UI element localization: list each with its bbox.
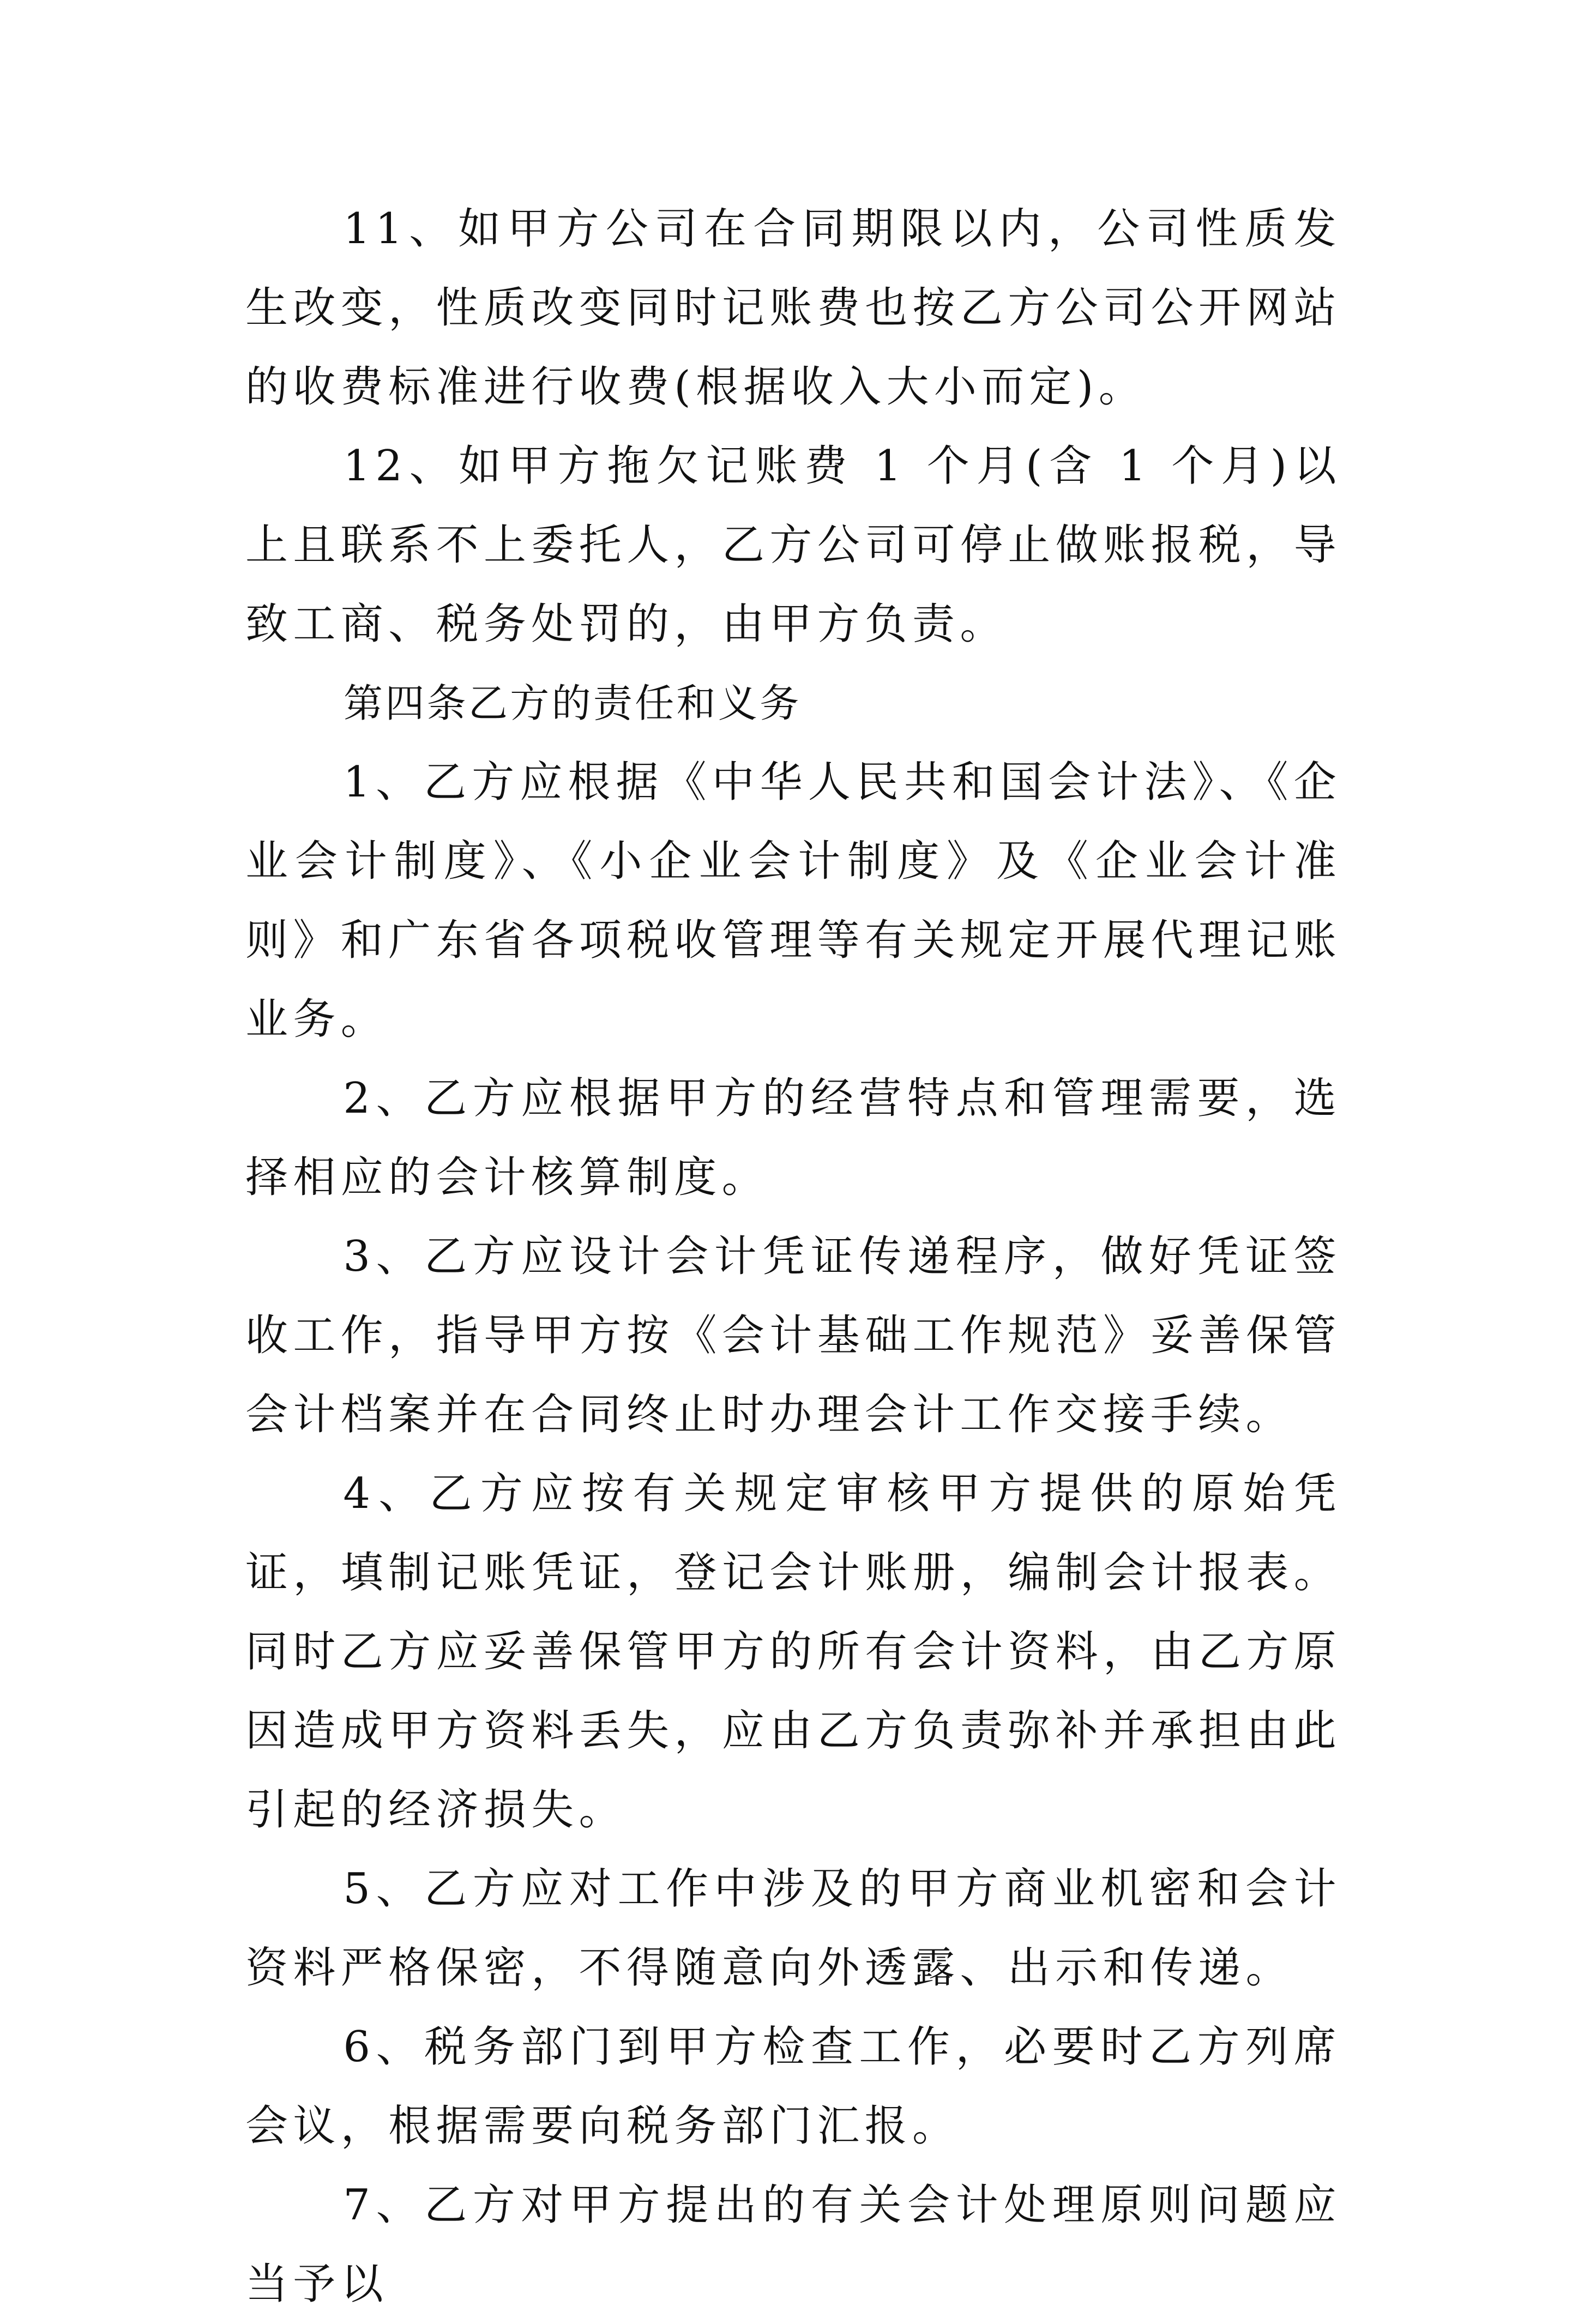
- clause-11: 11、如甲方公司在合同期限以内，公司性质发生改变，性质改变同时记账费也按乙方公司公开网站的收费标准进行收费(根据收入大小而定)。: [245, 204, 1341, 412]
- duty-5: 5、乙方应对工作中涉及的甲方商业机密和会计资料严格保密，不得随意向外透露、出示和传递。: [245, 1864, 1341, 1993]
- clause-12: 12、如甲方拖欠记账费 1 个月(含 1 个月)以上且联系不上委托人，乙方公司可停止做账报税，导致工商、税务处罚的，由甲方负责。: [245, 442, 1341, 649]
- duty-6: 6、税务部门到甲方检查工作，必要时乙方列席会议，根据需要向税务部门汇报。: [245, 2023, 1341, 2151]
- duty-7-partial: 7、乙方对甲方提出的有关会计处理原则问题应当予以: [245, 2181, 1341, 2309]
- duty-4: 4、乙方应按有关规定审核甲方提供的原始凭证，填制记账凭证，登记会计账册，编制会计报表。同时乙方应妥善保管甲方的所有会计资料，由乙方原因造成甲方资料丢失，应由乙方负责弥补并承担由此引起的经济损失。: [245, 1469, 1341, 1834]
- section-heading-article-4: 第四条乙方的责任和义务: [344, 680, 802, 726]
- document-body: [245, 190, 1341, 2324]
- duty-1: 1、乙方应根据《中华人民共和国会计法》、《企业会计制度》、《小企业会计制度》及《企业会计准则》和广东省各项税收管理等有关规定开展代理记账业务。: [245, 758, 1341, 1044]
- duty-2: 2、乙方应根据甲方的经营特点和管理需要，选择相应的会计核算制度。: [245, 1074, 1341, 1202]
- duty-3: 3、乙方应设计会计凭证传递程序，做好凭证签收工作，指导甲方按《会计基础工作规范》妥善保管会计档案并在合同终止时办理会计工作交接手续。: [245, 1232, 1341, 1439]
